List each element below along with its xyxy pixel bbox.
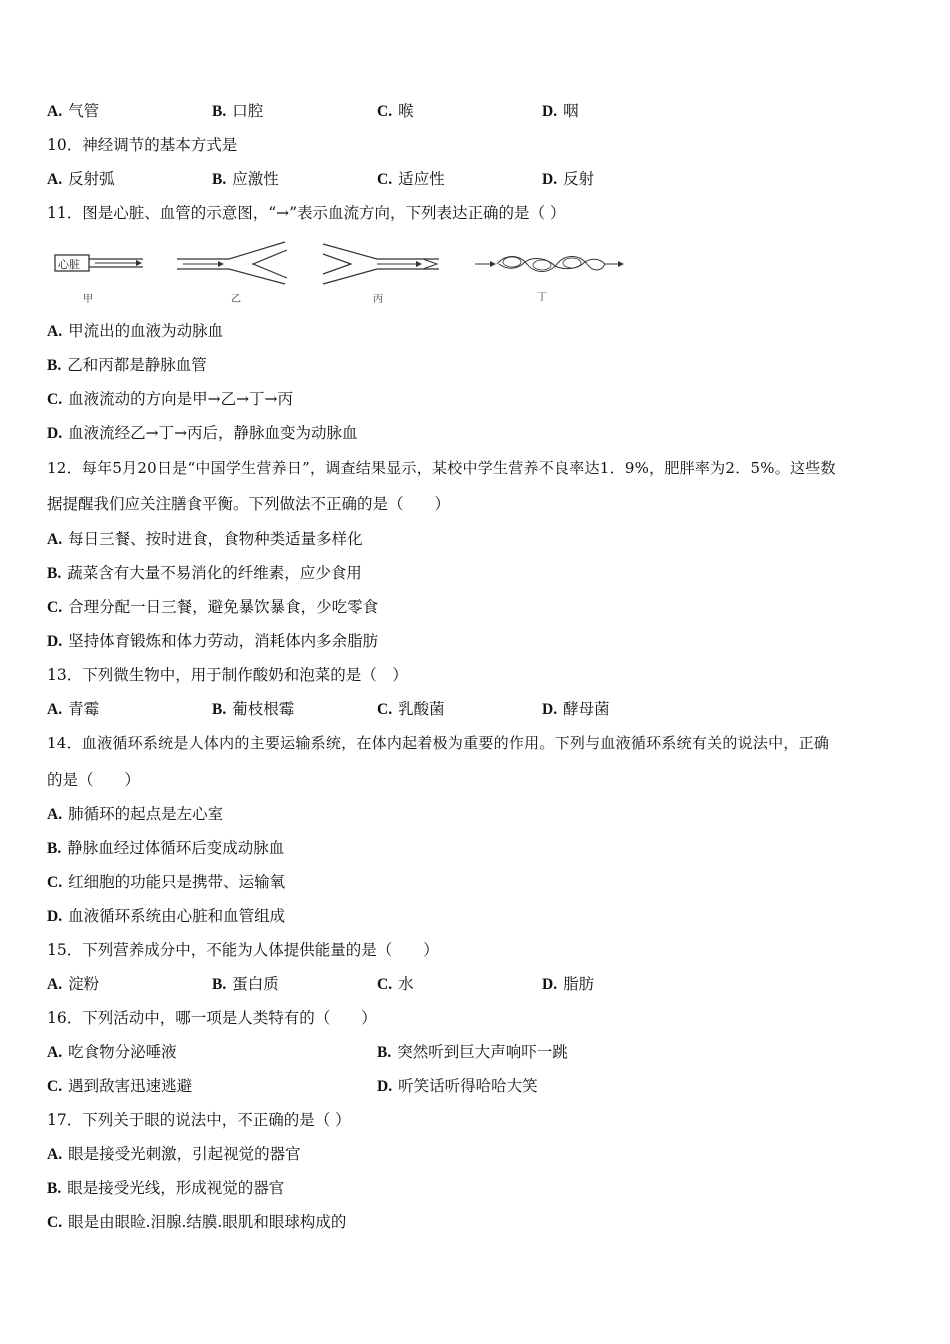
- q11-stem: 11．图是心脏、血管的示意图，“→”表示血流方向，下列表达正确的是（ ）: [47, 204, 566, 222]
- q10-option-d[interactable]: D. 反射: [542, 170, 595, 188]
- q15-option-d[interactable]: D. 脂肪: [542, 975, 595, 993]
- q13-option-b[interactable]: B. 葡枝根霉: [212, 700, 295, 718]
- q13-option-d[interactable]: D. 酵母菌: [542, 700, 610, 718]
- figure-bing-vessel: [323, 244, 439, 284]
- figure-label-ding: 丁: [537, 292, 547, 303]
- q16-option-b[interactable]: B. 突然听到巨大声响吓一跳: [377, 1043, 568, 1061]
- q16-option-d[interactable]: D. 听笑话听得哈哈大笑: [377, 1077, 538, 1095]
- q12-option-a[interactable]: A. 每日三餐、按时进食，食物种类适量多样化: [47, 530, 363, 548]
- q10-stem: 10．神经调节的基本方式是: [47, 136, 238, 154]
- figure-label-bing: 丙: [373, 294, 383, 305]
- q14-option-d[interactable]: D. 血液循环系统由心脏和血管组成: [47, 907, 286, 925]
- q14-stem-line1: 14．血液循环系统是人体内的主要运输系统，在体内起着极为重要的作用。下列与血液循环系统有关的说法中，正确: [47, 734, 830, 752]
- q10-options: [47, 169, 907, 189]
- q15-option-c[interactable]: C. 水: [377, 975, 414, 993]
- q13-options: [47, 699, 907, 719]
- q15-option-b[interactable]: B. 蛋白质: [212, 975, 279, 993]
- q16-option-a[interactable]: A. 吃食物分泌唾液: [47, 1043, 177, 1061]
- q10-option-a[interactable]: A. 反射弧: [47, 170, 115, 188]
- q11-option-c[interactable]: C. 血液流动的方向是甲→乙→丁→丙: [47, 390, 294, 408]
- q16-options-row2: [47, 1076, 907, 1096]
- q12-option-b[interactable]: B. 蔬菜含有大量不易消化的纤维素，应少食用: [47, 564, 362, 582]
- q10-option-c[interactable]: C. 适应性: [377, 170, 445, 188]
- figure-label-jia: 甲: [83, 294, 93, 305]
- q12-stem-line2: 据提醒我们应关注膳食平衡。下列做法不正确的是（ ）: [47, 495, 451, 513]
- q13-option-a[interactable]: A. 青霉: [47, 700, 100, 718]
- figure-yi-vessel: [177, 242, 287, 284]
- q9-options: [47, 101, 907, 121]
- q14-option-a[interactable]: A. 肺循环的起点是左心室: [47, 805, 224, 823]
- q11-option-d[interactable]: D. 血液流经乙→丁→丙后，静脉血变为动脉血: [47, 424, 358, 442]
- q11-option-a[interactable]: A. 甲流出的血液为动脉血: [47, 322, 224, 340]
- q9-option-a[interactable]: A. 气管: [47, 102, 100, 120]
- q15-options: [47, 974, 907, 994]
- q9-option-c[interactable]: C. 喉: [377, 102, 414, 120]
- q12-stem-line1: 12．每年5月20日是“中国学生营养日”，调查结果显示，某校中学生营养不良率达1．9%，肥胖率为2．5%。这些数: [47, 459, 836, 477]
- q14-stem-line2: 的是（ ）: [47, 771, 141, 789]
- q14-option-b[interactable]: B. 静脉血经过体循环后变成动脉血: [47, 839, 285, 857]
- q9-option-b[interactable]: B. 口腔: [212, 102, 264, 120]
- q12-option-c[interactable]: C. 合理分配一日三餐，避免暴饮暴食，少吃零食: [47, 598, 379, 616]
- q16-option-c[interactable]: C. 遇到敌害迅速逃避: [47, 1077, 193, 1095]
- heart-vessel-diagram: [47, 240, 627, 310]
- q11-option-b[interactable]: B. 乙和丙都是静脉血管: [47, 356, 207, 374]
- q14-option-c[interactable]: C. 红细胞的功能只是携带、运输氧: [47, 873, 286, 891]
- q17-stem: 17．下列关于眼的说法中，不正确的是（ ）: [47, 1111, 351, 1129]
- heart-label: 心脏: [58, 258, 80, 271]
- q17-option-a[interactable]: A. 眼是接受光刺激，引起视觉的器官: [47, 1145, 301, 1163]
- q13-option-c[interactable]: C. 乳酸菌: [377, 700, 445, 718]
- q15-option-a[interactable]: A. 淀粉: [47, 975, 100, 993]
- figure-ding-capillary: [475, 257, 623, 272]
- q12-option-d[interactable]: D. 坚持体育锻炼和体力劳动，消耗体内多余脂肪: [47, 632, 379, 650]
- q13-stem: 13．下列微生物中，用于制作酸奶和泡菜的是（ ）: [47, 666, 408, 684]
- figure-jia-heart: [55, 255, 143, 271]
- figure-label-yi: 乙: [231, 294, 241, 305]
- q17-option-c[interactable]: C. 眼是由眼睑.泪腺.结膜.眼肌和眼球构成的: [47, 1213, 347, 1231]
- q17-option-b[interactable]: B. 眼是接受光线，形成视觉的器官: [47, 1179, 285, 1197]
- q9-option-d[interactable]: D. 咽: [542, 102, 579, 120]
- q16-options-row1: [47, 1042, 907, 1062]
- q15-stem: 15．下列营养成分中，不能为人体提供能量的是（ ）: [47, 941, 439, 959]
- q10-option-b[interactable]: B. 应激性: [212, 170, 279, 188]
- q16-stem: 16．下列活动中，哪一项是人类特有的（ ）: [47, 1009, 377, 1027]
